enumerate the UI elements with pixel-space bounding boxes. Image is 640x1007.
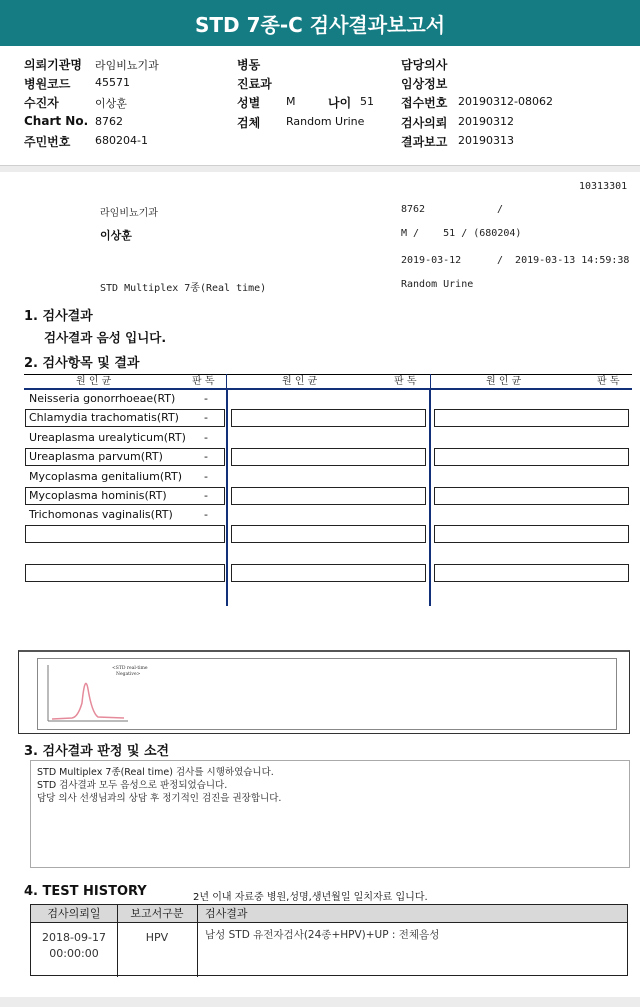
col-pathogen-3: 원 인 균 (486, 376, 522, 387)
hospital-code-value: 45571 (95, 76, 130, 89)
row-box (25, 525, 225, 543)
amplification-graph-frame (18, 650, 630, 734)
pathogen-result: - (204, 431, 208, 444)
comment-line: STD 검사결과 모두 음성으로 판정되었습니다. (37, 780, 228, 791)
column-divider (429, 390, 431, 606)
specimen-label: 검체 (237, 116, 261, 130)
row-box (231, 525, 426, 543)
overall-result: 검사결과 음성 입니다. (44, 330, 167, 345)
patient-info-panel (0, 46, 640, 166)
history-table (30, 904, 628, 976)
report-label: 결과보고 (401, 135, 448, 149)
sheet-specimen: Random Urine (401, 279, 474, 290)
pathogen-name: Neisseria gonorrhoeae(RT) (29, 392, 176, 405)
pathogen-name: Mycoplasma genitalium(RT) (29, 470, 183, 483)
result-table-header (24, 374, 632, 390)
pathogen-result: - (204, 508, 208, 521)
col-pathogen-2: 원 인 균 (282, 376, 318, 387)
col-judgement-3: 판 독 (597, 376, 620, 387)
row-box (434, 448, 629, 466)
row-box (434, 409, 629, 427)
chart-no-label: Chart No. (24, 114, 89, 128)
pathogen-result: - (204, 392, 208, 405)
resident-no-value: 680204-1 (95, 134, 148, 147)
history-header-result: 검사결과 (197, 905, 627, 923)
row-box (231, 448, 426, 466)
department-label: 진료과 (237, 77, 272, 91)
column-divider (226, 390, 228, 606)
amplification-curve (38, 659, 616, 729)
header-divider (430, 374, 431, 390)
history-note: 2년 이내 자료중 병원,성명,생년월일 일치자료 입니다. (193, 892, 428, 903)
pathogen-result: - (204, 489, 208, 502)
chart-no-value: 8762 (95, 115, 123, 128)
pathogen-result: - (204, 411, 208, 424)
request-label: 검사의뢰 (401, 116, 448, 130)
history-header-date: 검사의뢰일 (31, 905, 117, 923)
specimen-value: Random Urine (286, 115, 365, 128)
sex-value: M (286, 95, 296, 108)
sheet-date-request: 2019-03-12 (401, 255, 462, 266)
request-value: 20190312 (458, 115, 514, 128)
pathogen-name: Chlamydia trachomatis(RT) (29, 411, 179, 424)
section1-title: 1. 검사결과 (24, 309, 93, 324)
row-box (434, 487, 629, 505)
sheet-institution: 라임비뇨기과 (100, 208, 158, 219)
history-divider (197, 905, 198, 977)
pathogen-name: Ureaplasma parvum(RT) (29, 450, 163, 463)
age-label: 나이 (328, 96, 352, 110)
report-value: 20190313 (458, 134, 514, 147)
pathogen-result: - (204, 470, 208, 483)
row-box (231, 409, 426, 427)
pathogen-result: - (204, 450, 208, 463)
sheet-code: 10313301 (579, 181, 628, 192)
row-box (25, 564, 225, 582)
graph-legend-sub: Negative> (116, 672, 141, 677)
ward-label: 병동 (237, 58, 261, 72)
institution-label: 의뢰기관명 (24, 58, 82, 72)
clinical-info-label: 임상정보 (401, 77, 448, 91)
pathogen-name: Ureaplasma urealyticum(RT) (29, 431, 186, 444)
sex-label: 성별 (237, 96, 261, 110)
patient-label: 수진자 (24, 96, 59, 110)
comment-line: STD Multiplex 7종(Real time) 검사를 시행하였습니다. (37, 767, 274, 778)
comment-line: 담당 의사 선생님과의 상담 후 정기적인 검진을 권장합니다. (37, 793, 282, 804)
doctor-label: 담당의사 (401, 58, 448, 72)
header-divider (226, 374, 227, 390)
sheet-chart-slash: / (497, 204, 504, 215)
amplification-graph (37, 658, 617, 730)
sheet-sex-age: M / 51 / (680204) (401, 228, 522, 239)
sheet-date-report: / 2019-03-13 14:59:38 (497, 255, 630, 266)
age-value: 51 (360, 95, 374, 108)
section4-title: 4. TEST HISTORY (24, 884, 147, 899)
row-box (231, 487, 426, 505)
history-date: 2018-09-17 (42, 931, 106, 944)
col-pathogen-1: 원 인 균 (76, 376, 112, 387)
report-title-bar (0, 0, 640, 46)
pathogen-name: Mycoplasma hominis(RT) (29, 489, 167, 502)
history-result: 남성 STD 유전자검사(24종+HPV)+UP : 전체음성 (205, 929, 440, 941)
report-title: STD 7종-C 검사결과보고서 (194, 12, 446, 37)
pathogen-name: Trichomonas vaginalis(RT) (29, 508, 173, 521)
sheet-test-name: STD Multiplex 7종(Real time) (100, 283, 267, 294)
sheet-patient: 이상훈 (100, 229, 132, 242)
row-box (434, 564, 629, 582)
receipt-no-label: 접수번호 (401, 96, 448, 110)
graph-legend-title: <STD real-time (112, 666, 148, 671)
row-box (231, 564, 426, 582)
comment-box (30, 760, 630, 868)
row-box (434, 525, 629, 543)
history-time: 00:00:00 (49, 947, 99, 960)
history-header-type: 보고서구분 (117, 905, 197, 923)
col-judgement-1: 판 독 (192, 376, 215, 387)
col-judgement-2: 판 독 (394, 376, 417, 387)
resident-no-label: 주민번호 (24, 135, 71, 149)
section3-title: 3. 검사결과 판정 및 소견 (24, 744, 170, 759)
history-type: HPV (145, 931, 169, 944)
institution-value: 라임비뇨기과 (95, 59, 159, 72)
receipt-no-value: 20190312-08062 (458, 95, 553, 108)
patient-value: 이상훈 (95, 97, 127, 110)
section2-title: 2. 검사항목 및 결과 (24, 356, 140, 371)
sheet-chart: 8762 (401, 204, 426, 215)
report-sheet (0, 172, 640, 997)
hospital-code-label: 병원코드 (24, 77, 71, 91)
